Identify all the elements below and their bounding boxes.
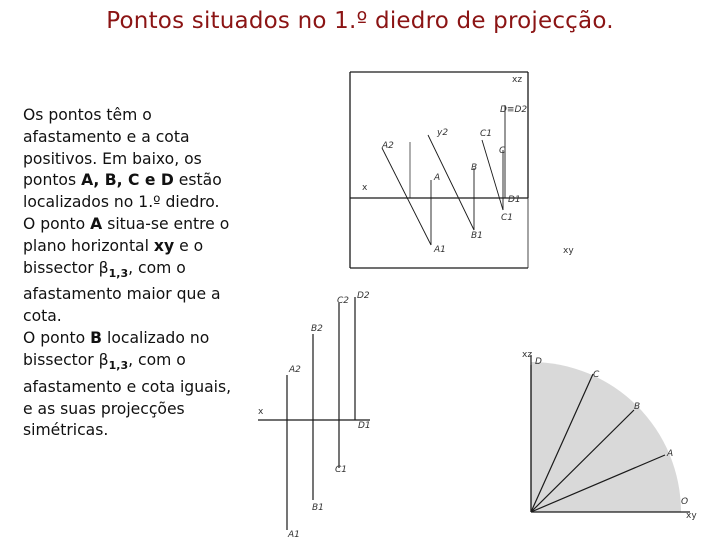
label-x-3d: x bbox=[362, 183, 368, 193]
label-a1-3d: A1 bbox=[434, 245, 446, 255]
label-b2-epure: B2 bbox=[311, 324, 323, 334]
label-xy-3d: xy bbox=[563, 246, 574, 256]
page-title: Pontos situados no 1.º diedro de projecção. bbox=[106, 8, 614, 34]
label-c-profile: C bbox=[593, 370, 600, 380]
p1-text-2: estão localizados no 1.º diedro. bbox=[23, 171, 222, 212]
label-xz-profile: xz bbox=[522, 350, 533, 360]
label-c1-epure: C1 bbox=[335, 465, 348, 475]
label-c1-3d: C1 bbox=[501, 213, 514, 223]
p2-text-2: situa-se entre o plano horizontal bbox=[23, 214, 230, 255]
p3-point: B bbox=[90, 329, 103, 348]
label-b1-3d: B1 bbox=[471, 231, 483, 241]
p2-point: A bbox=[90, 214, 103, 233]
label-d-eq: D≡D2 bbox=[500, 105, 528, 115]
p3-text-1: O ponto bbox=[23, 329, 91, 348]
label-y2: y2 bbox=[437, 128, 449, 138]
point-a-proj-1 bbox=[382, 148, 431, 245]
p3-text-3: , com o afastamento e cota iguais, e as suas projecções simétricas. bbox=[23, 350, 232, 440]
label-c1-top: C1 bbox=[480, 129, 493, 139]
label-c2-epure: C2 bbox=[337, 296, 350, 306]
p2-beta: β bbox=[98, 258, 109, 277]
figure-epure-labels bbox=[258, 291, 371, 540]
label-b-3d: B bbox=[471, 163, 478, 173]
label-b-profile: B bbox=[634, 402, 641, 412]
label-a-3d: A bbox=[434, 173, 441, 183]
label-a2-epure: A2 bbox=[289, 365, 301, 375]
p3-sub: 1,3 bbox=[108, 358, 129, 372]
label-a2-3d: A2 bbox=[382, 141, 394, 151]
label-d-profile: D bbox=[535, 357, 542, 367]
label-a1-epure: A1 bbox=[288, 530, 300, 540]
p3-beta: β bbox=[98, 350, 109, 369]
label-b1-epure: B1 bbox=[312, 503, 324, 513]
figure-3d bbox=[350, 72, 528, 268]
label-d1-epure: D1 bbox=[358, 421, 371, 431]
p3-text-2: localizado no bissector bbox=[23, 329, 210, 369]
p2-text-1: O ponto bbox=[23, 214, 91, 233]
p1-text-1: Os pontos têm o afastamento e a cota positivos. Em baixo, os pontos bbox=[23, 106, 202, 190]
label-o-profile: O bbox=[681, 497, 689, 507]
p2-sub: 1,3 bbox=[108, 266, 129, 280]
p2-text-4: , com o afastamento maior que a cota. bbox=[23, 258, 221, 326]
label-x-epure: x bbox=[258, 407, 264, 417]
p2-text-3: e o bissector bbox=[23, 236, 204, 277]
p1-points: A, B, C e D bbox=[81, 171, 174, 190]
figure-3d-labels bbox=[362, 75, 574, 256]
label-d1-3d: D1 bbox=[508, 195, 521, 205]
label-d2-epure: D2 bbox=[357, 291, 370, 301]
figure-profile bbox=[531, 355, 690, 512]
label-xz-3d: xz bbox=[512, 75, 523, 85]
label-a-profile: A bbox=[667, 449, 674, 459]
p2-plane: xy bbox=[153, 236, 175, 255]
label-c-3d: C bbox=[499, 146, 506, 156]
label-xy-profile: xy bbox=[686, 511, 697, 521]
